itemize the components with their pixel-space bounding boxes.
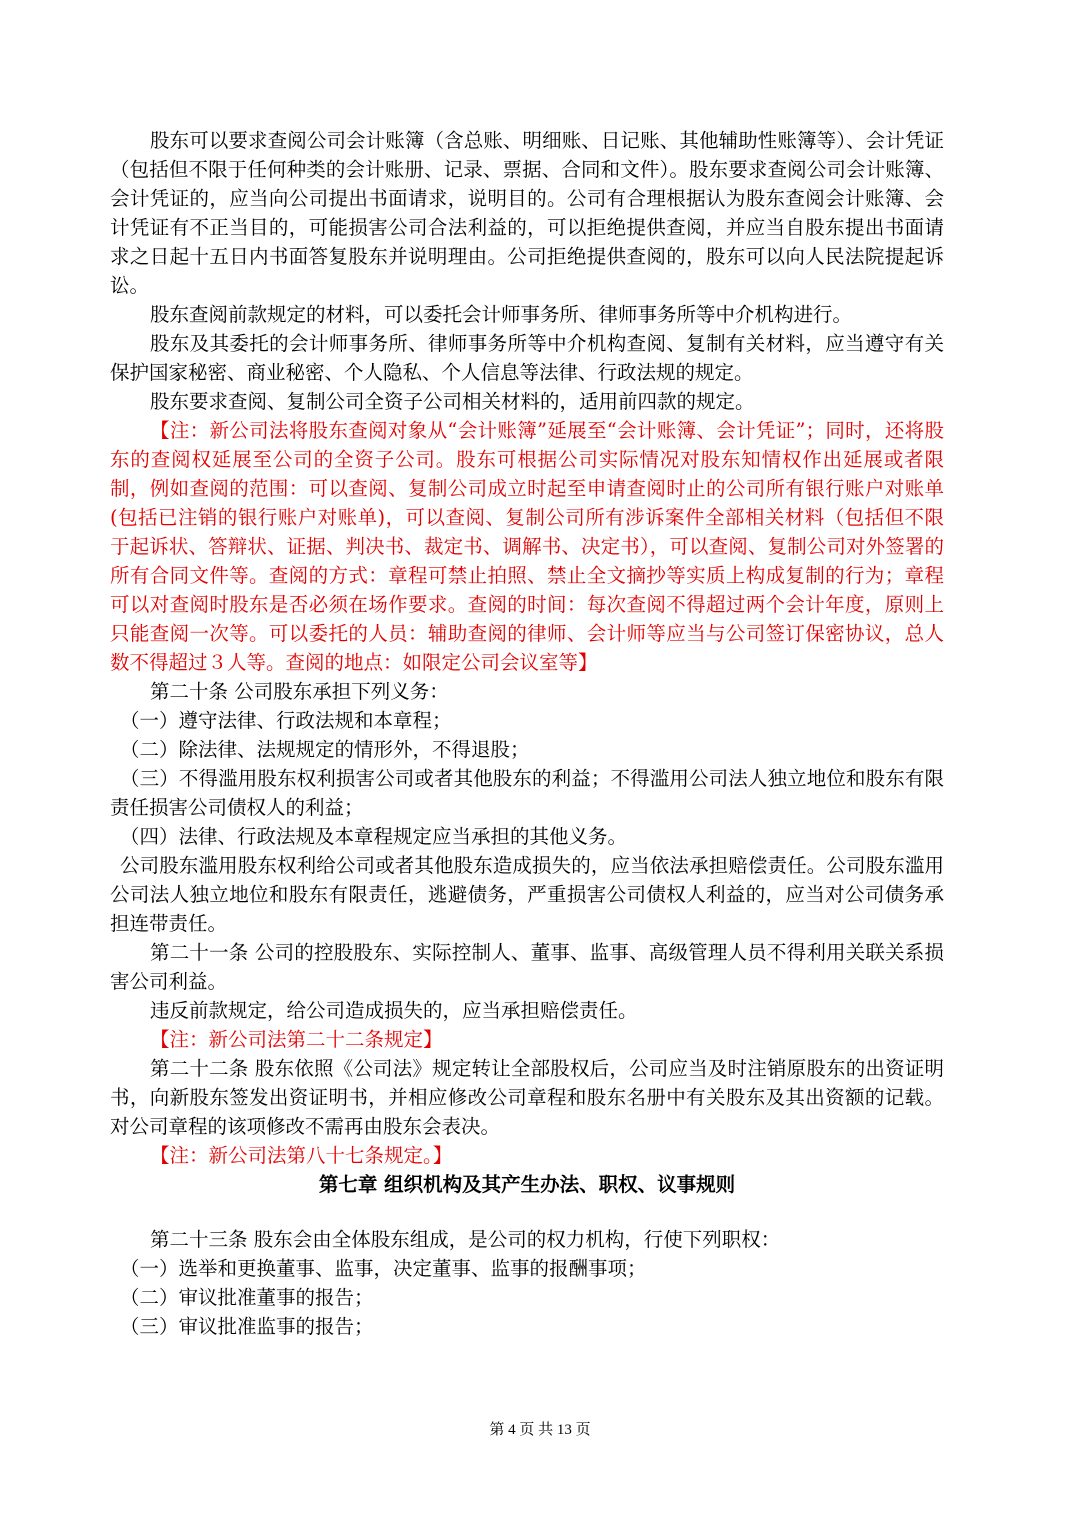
note-inspection-scope: 【注：新公司法将股东查阅对象从“会计账簿”延展至“会计账簿、会计凭证”；同时，还将股东的查阅权延展至公司的全资子公司。股东可根据公司实际情况对股东知情权作出延展或者限制，例如查阅的范围：可以查阅、复制公司成立时起至申请查阅时止的公司所有银行账户对账单(包括已注销的银行账户对账单)，可以查阅、复制公司所有涉诉案件全部相关材料（包括但不限于起诉状、答辩状、证据、判决书、裁定书、调解书、决定书），可以查阅、复制公司对外签署的所有合同文件等。查阅的方式：章程可禁止拍照、禁止全文摘抄等实质上构成复制的行为；章程可以对查阅时股东是否必须在场作要求。查阅的时间：每次查阅不得超过两个会计年度，原则上只能查阅一次等。可以委托的人员：辅助查阅的律师、会计师等应当与公司签订保密协议，总人数不得超过３人等。查阅的地点：如限定公司会议室等】 [110,419,944,674]
article-23-item-3: （三）审议批准监事的报告； [120,1315,374,1338]
paragraph-entrust-agency: 股东查阅前款规定的材料，可以委托会计师事务所、律师事务所等中介机构进行。 [150,303,853,326]
article-20-item-3: （三）不得滥用股东权利损害公司或者其他股东的利益；不得滥用公司法人独立地位和股东有限责任损害公司债权人的利益； [110,767,944,819]
chapter-7-heading: 第七章 组织机构及其产生办法、职权、议事规则 [318,1173,736,1196]
paragraph-subsidiary: 股东要求查阅、复制公司全资子公司相关材料的，适用前四款的规定。 [150,390,755,413]
note-article-22: 【注：新公司法第二十二条规定】 [150,1028,443,1051]
article-20-item-4: （四）法律、行政法规及本章程规定应当承担的其他义务。 [120,825,628,848]
article-20-item-2: （二）除法律、法规规定的情形外，不得退股； [120,738,530,761]
article-23-title: 第二十三条 股东会由全体股东组成，是公司的权力机构，行使下列职权： [150,1228,781,1251]
article-20-title: 第二十条 公司股东承担下列义务： [150,680,449,703]
paragraph-compensation: 违反前款规定，给公司造成损失的，应当承担赔偿责任。 [150,999,638,1022]
article-21: 第二十一条 公司的控股股东、实际控制人、董事、监事、高级管理人员不得利用关联关系损害公司利益。 [110,941,944,993]
note-article-87: 【注：新公司法第八十七条规定。】 [150,1144,453,1167]
paragraph-inspect-accounts: 股东可以要求查阅公司会计账簿（含总账、明细账、日记账、其他辅助性账簿等）、会计凭证（包括但不限于任何种类的会计账册、记录、票据、合同和文件）。股东要求查阅公司会计账簿、会计凭证的，应当向公司提出书面请求，说明目的。公司有合理根据认为股东查阅会计账簿、会计凭证有不正当目的，可能损害公司合法利益的，可以拒绝提供查阅，并应当自股东提出书面请求之日起十五日内书面答复股东并说明理由。公司拒绝提供查阅的，股东可以向人民法院提起诉讼。 [110,129,944,297]
document-body [110,126,944,1341]
article-22: 第二十二条 股东依照《公司法》规定转让全部股权后，公司应当及时注销原股东的出资证明书，向新股东签发出资证明书，并相应修改公司章程和股东名册中有关股东及其出资额的记载。对公司章程的该项修改不需再由股东会表决。 [110,1057,944,1138]
article-20-item-1: （一）遵守法律、行政法规和本章程； [120,709,452,732]
page-footer: 第 4 页 共 13 页 [489,1422,591,1438]
article-23-item-2: （二）审议批准董事的报告； [120,1286,374,1309]
paragraph-liability: 公司股东滥用股东权利给公司或者其他股东造成损失的，应当依法承担赔偿责任。公司股东滥用公司法人独立地位和股东有限责任，逃避债务，严重损害公司债权人利益的，应当对公司债务承担连带责任。 [110,854,944,935]
article-23-item-1: （一）选举和更换董事、监事，决定董事、监事的报酬事项； [120,1257,647,1280]
paragraph-confidentiality: 股东及其委托的会计师事务所、律师事务所等中介机构查阅、复制有关材料，应当遵守有关保护国家秘密、商业秘密、个人隐私、个人信息等法律、行政法规的规定。 [110,332,944,384]
